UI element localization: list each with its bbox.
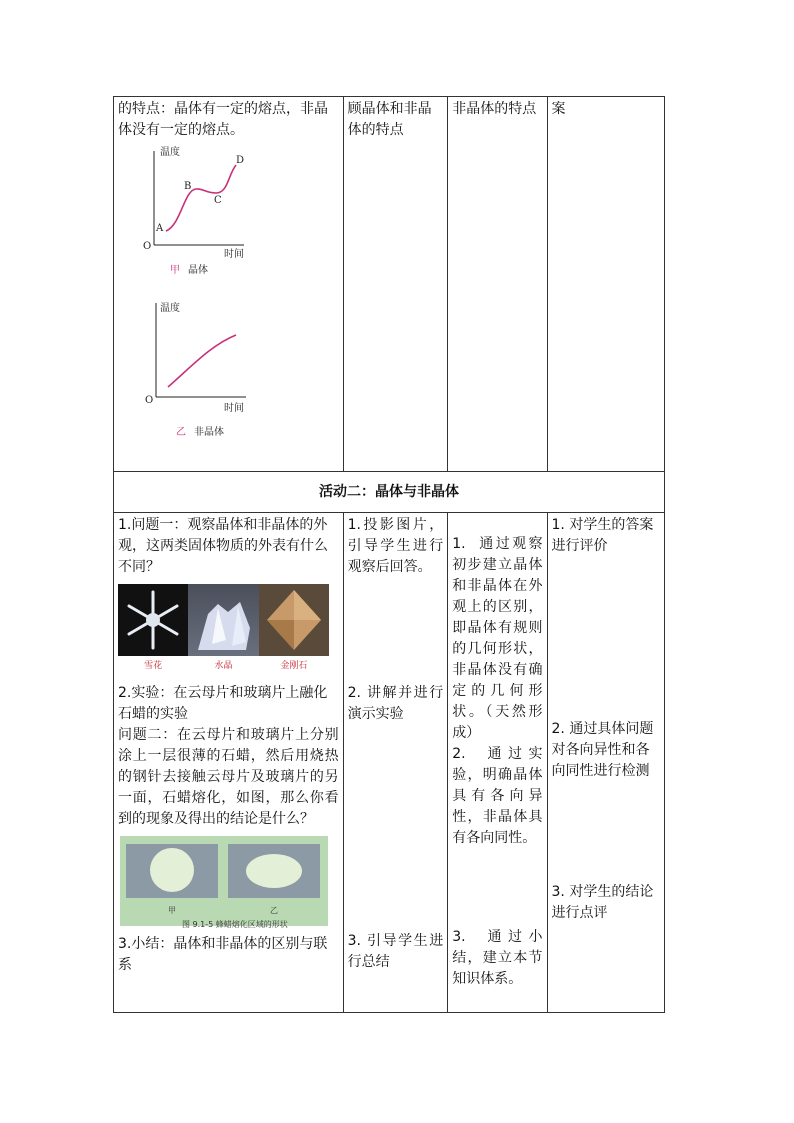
teacher-step-2: 2. 讲解并进行演示实验 — [347, 685, 444, 722]
caption-prefix: 甲 — [170, 265, 180, 275]
photo-caption: 金刚石 — [280, 661, 308, 671]
caption-prefix: 乙 — [176, 427, 186, 437]
mica-plate — [126, 844, 218, 898]
table-row — [114, 97, 665, 472]
crystal-photos — [118, 584, 329, 656]
activity-title: 活动二：晶体与非晶体 — [114, 472, 665, 513]
point-a-label: A — [156, 223, 164, 234]
student-step-3: 3. 通过小结，建立本节知识体系。 — [452, 929, 543, 987]
x-axis-label: 时间 — [224, 249, 244, 260]
melting-point-text: 的特点：晶体有一定的熔点，非晶体没有一定的熔点。 — [118, 101, 328, 138]
evaluation-step-1: 1. 对学生的答案进行评价 — [551, 517, 654, 554]
question-1: 1.问题一：观察晶体和非晶体的外观，这两类固体物质的外表有什么不同？ — [118, 517, 328, 575]
snowflake-image — [118, 584, 188, 656]
student-step-1: 1. 通过观察初步建立晶体和非晶体在外观上的区别，即晶体有规则的几何形状，非晶体没有确定的几何形状。（天然形成） — [452, 536, 543, 741]
amorphous-graph — [136, 297, 266, 437]
origin-label: O — [145, 395, 154, 406]
table-row — [114, 472, 665, 513]
teacher-step-1: 1.投影图片，引导学生进行观察后回答。 — [347, 517, 444, 575]
summary: 3.小结：晶体和非晶体的区别与联系 — [118, 936, 328, 973]
cell-teacher — [343, 513, 448, 1013]
crystal-curve — [166, 165, 236, 231]
photo-captions — [118, 656, 329, 677]
cell-student — [448, 513, 547, 1013]
evaluation-step-3: 3. 对学生的结论进行点评 — [551, 884, 654, 921]
cell-evaluation — [547, 513, 664, 1013]
point-c-label: C — [214, 195, 222, 206]
graph-caption: 非晶体 — [194, 427, 224, 437]
diamond-image — [259, 584, 329, 656]
point-b-label: B — [184, 181, 192, 192]
teacher-text: 顾晶体和非晶体的特点 — [347, 101, 432, 138]
cell-content — [114, 513, 344, 1013]
amorphous-curve — [168, 335, 236, 387]
cell-evaluation — [547, 97, 664, 472]
x-axis-label: 时间 — [224, 403, 244, 414]
cell-student — [448, 97, 547, 472]
table-row — [114, 513, 665, 1013]
crystal-graph — [136, 145, 266, 275]
question-2: 问题二：在云母片和玻璃片上分别涂上一层很薄的石蜡，然后用烧热的钢针去接触云母片及玻璃片的另一面，石蜡熔化，如图，那么你看到的现象及得出的结论是什么？ — [118, 727, 339, 827]
y-axis-label: 温度 — [160, 303, 180, 314]
lesson-plan-table — [113, 96, 665, 1013]
wax-label: 甲 — [168, 906, 176, 915]
wax-caption: 图 9.1-5 蜂蜡熔化区域的形状 — [182, 920, 288, 929]
student-text: 非晶体的特点 — [452, 101, 537, 117]
y-axis-label: 温度 — [160, 147, 180, 158]
wax-label: 乙 — [270, 906, 278, 915]
glass-plate — [228, 844, 320, 898]
experiment-title: 2.实验：在云母片和玻璃片上融化石蜡的实验 — [118, 685, 328, 722]
point-d-label: D — [236, 155, 245, 166]
photo-caption: 雪花 — [144, 661, 163, 671]
origin-label: O — [143, 241, 152, 252]
photo-caption: 水晶 — [214, 661, 233, 671]
evaluation-step-2: 2. 通过具体问题对各向异性和各向同性进行检测 — [551, 721, 654, 779]
teacher-step-3: 3. 引导学生进行总结 — [347, 933, 444, 970]
cell-teacher — [343, 97, 448, 472]
student-step-2: 2. 通过实验，明确晶体具有各向异性，非晶体具有各向同性。 — [452, 746, 543, 846]
wax-figure — [120, 836, 328, 929]
cell-content — [114, 97, 344, 472]
graph-caption: 晶体 — [188, 265, 208, 275]
quartz-image — [188, 584, 258, 656]
evaluation-text: 案 — [551, 101, 566, 117]
